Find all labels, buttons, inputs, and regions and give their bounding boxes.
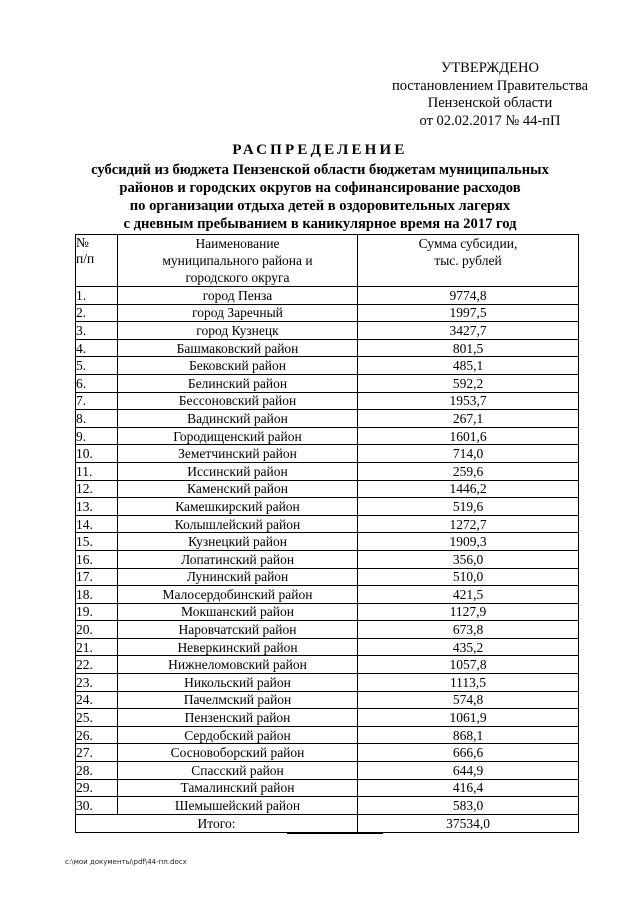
row-name: Лунинский район [118,568,358,586]
table-body [76,287,579,815]
row-number: 11. [76,462,118,480]
table-row [76,445,579,463]
table-row [76,744,579,762]
row-name: Колышлейский район [118,515,358,533]
row-number: 22. [76,656,118,674]
row-number: 29. [76,779,118,797]
table-row [76,674,579,692]
row-sum: 421,5 [358,586,579,604]
row-sum: 519,6 [358,498,579,516]
approval-line: Пензенской области [427,95,553,111]
row-number: 13. [76,498,118,516]
row-number: 18. [76,586,118,604]
table-header-row [76,235,579,287]
document-subtitle-line: по организации отдыха детей в оздоровительных лагерях [129,198,511,214]
row-number: 9. [76,427,118,445]
subsidy-table [75,234,579,833]
row-number: 4. [76,339,118,357]
row-number: 24. [76,691,118,709]
header-sum-line: Сумма субсидии, [418,236,518,251]
row-number: 30. [76,797,118,815]
row-sum: 801,5 [358,339,579,357]
header-name-line: городского округа [185,270,290,285]
row-number: 25. [76,709,118,727]
row-number: 17. [76,568,118,586]
row-name: Спасский район [118,762,358,780]
row-name: Белинский район [118,374,358,392]
row-number: 7. [76,392,118,410]
table-row [76,322,579,340]
row-name: Пачелмский район [118,691,358,709]
row-number: 19. [76,603,118,621]
table-row [76,586,579,604]
table-row [76,498,579,516]
row-sum: 267,1 [358,410,579,428]
table-row [76,621,579,639]
row-name: Камешкирский район [118,498,358,516]
row-name: Сердобский район [118,726,358,744]
approval-title: УТВЕРЖДЕНО [441,60,539,76]
row-name: Каменский район [118,480,358,498]
row-sum: 1113,5 [358,674,579,692]
table-row [76,533,579,551]
file-path-footer: c:\мои документы\pdf\44-пп.docx [65,858,187,866]
row-number: 15. [76,533,118,551]
row-sum: 1272,7 [358,515,579,533]
row-number: 26. [76,726,118,744]
document-heading: РАСПРЕДЕЛЕНИЕ [232,142,408,158]
row-sum: 416,4 [358,779,579,797]
header-name-line: Наименование [195,236,280,251]
row-name: Бессоновский район [118,392,358,410]
table-row [76,550,579,568]
row-sum: 3427,7 [358,322,579,340]
row-name: Неверкинский район [118,638,358,656]
table-row [76,691,579,709]
row-name: Лопатинский район [118,550,358,568]
table-row [76,709,579,727]
document-title [70,141,570,233]
table-row [76,427,579,445]
row-sum: 644,9 [358,762,579,780]
row-sum: 673,8 [358,621,579,639]
table-row [76,462,579,480]
row-number: 20. [76,621,118,639]
row-name: Земетчинский район [118,445,358,463]
row-sum: 868,1 [358,726,579,744]
row-name: Никольский район [118,674,358,692]
row-sum: 1601,6 [358,427,579,445]
row-name: Тамалинский район [118,779,358,797]
row-sum: 1057,8 [358,656,579,674]
row-number: 27. [76,744,118,762]
header-name-line: муниципального района и [162,253,313,268]
table-row [76,410,579,428]
header-number-line: № [76,235,89,250]
document-subtitle-line: субсидий из бюджета Пензенской области бюджетам муниципальных [91,162,549,178]
row-name: город Кузнецк [118,322,358,340]
row-sum: 1446,2 [358,480,579,498]
row-name: город Пенза [118,287,358,305]
header-number [76,235,118,287]
table-row [76,515,579,533]
row-number: 16. [76,550,118,568]
table-row [76,304,579,322]
row-name: Сосновоборский район [118,744,358,762]
row-sum: 435,2 [358,638,579,656]
row-name: Вадинский район [118,410,358,428]
approval-date: от 02.02.2017 № 44-пП [419,112,561,129]
table-row [76,779,579,797]
row-name: Наровчатский район [118,621,358,639]
row-sum: 1061,9 [358,709,579,727]
row-sum: 583,0 [358,797,579,815]
table-row [76,726,579,744]
table-row [76,568,579,586]
table-row [76,357,579,375]
table-row [76,638,579,656]
approval-line: постановлением Правительства [391,77,589,94]
row-name: Городищенский район [118,427,358,445]
row-sum: 592,2 [358,374,579,392]
table-row [76,762,579,780]
row-number: 5. [76,357,118,375]
closing-rule [287,833,383,834]
table-row [76,339,579,357]
document-subtitle-line: с дневным пребыванием в каникулярное время на 2017 год [123,216,517,232]
row-number: 1. [76,287,118,305]
row-sum: 1997,5 [358,304,579,322]
header-sum [358,235,579,287]
total-row [76,814,579,832]
row-sum: 666,6 [358,744,579,762]
row-sum: 714,0 [358,445,579,463]
row-name: Пензенский район [118,709,358,727]
document-subtitle-line: районов и городских округов на софинансирование расходов [119,180,521,196]
table-row [76,374,579,392]
table-row [76,797,579,815]
row-number: 14. [76,515,118,533]
table-row [76,603,579,621]
row-name: Кузнецкий район [118,533,358,551]
header-name [118,235,358,287]
approval-block [370,60,610,130]
total-label: Итого: [76,814,358,832]
row-number: 23. [76,674,118,692]
row-name: Бековский район [118,357,358,375]
table-row [76,287,579,305]
table-row [76,656,579,674]
row-sum: 1953,7 [358,392,579,410]
row-sum: 485,1 [358,357,579,375]
row-name: Башмаковский район [118,339,358,357]
row-sum: 510,0 [358,568,579,586]
row-sum: 259,6 [358,462,579,480]
header-sum-line: тыс. рублей [434,253,502,268]
row-sum: 1127,9 [358,603,579,621]
row-name: Малосердобинский район [118,586,358,604]
row-number: 21. [76,638,118,656]
total-sum: 37534,0 [358,814,579,832]
row-sum: 574,8 [358,691,579,709]
row-sum: 356,0 [358,550,579,568]
row-number: 12. [76,480,118,498]
table-row [76,480,579,498]
row-name: Нижнеломовский район [118,656,358,674]
row-number: 6. [76,374,118,392]
row-name: Иссинский район [118,462,358,480]
row-number: 3. [76,322,118,340]
header-number-line: п/п [76,251,95,266]
row-number: 2. [76,304,118,322]
row-name: город Заречный [118,304,358,322]
row-sum: 1909,3 [358,533,579,551]
table-row [76,392,579,410]
row-number: 28. [76,762,118,780]
row-name: Шемышейский район [118,797,358,815]
row-name: Мокшанский район [118,603,358,621]
row-number: 8. [76,410,118,428]
row-sum: 9774,8 [358,287,579,305]
row-number: 10. [76,445,118,463]
